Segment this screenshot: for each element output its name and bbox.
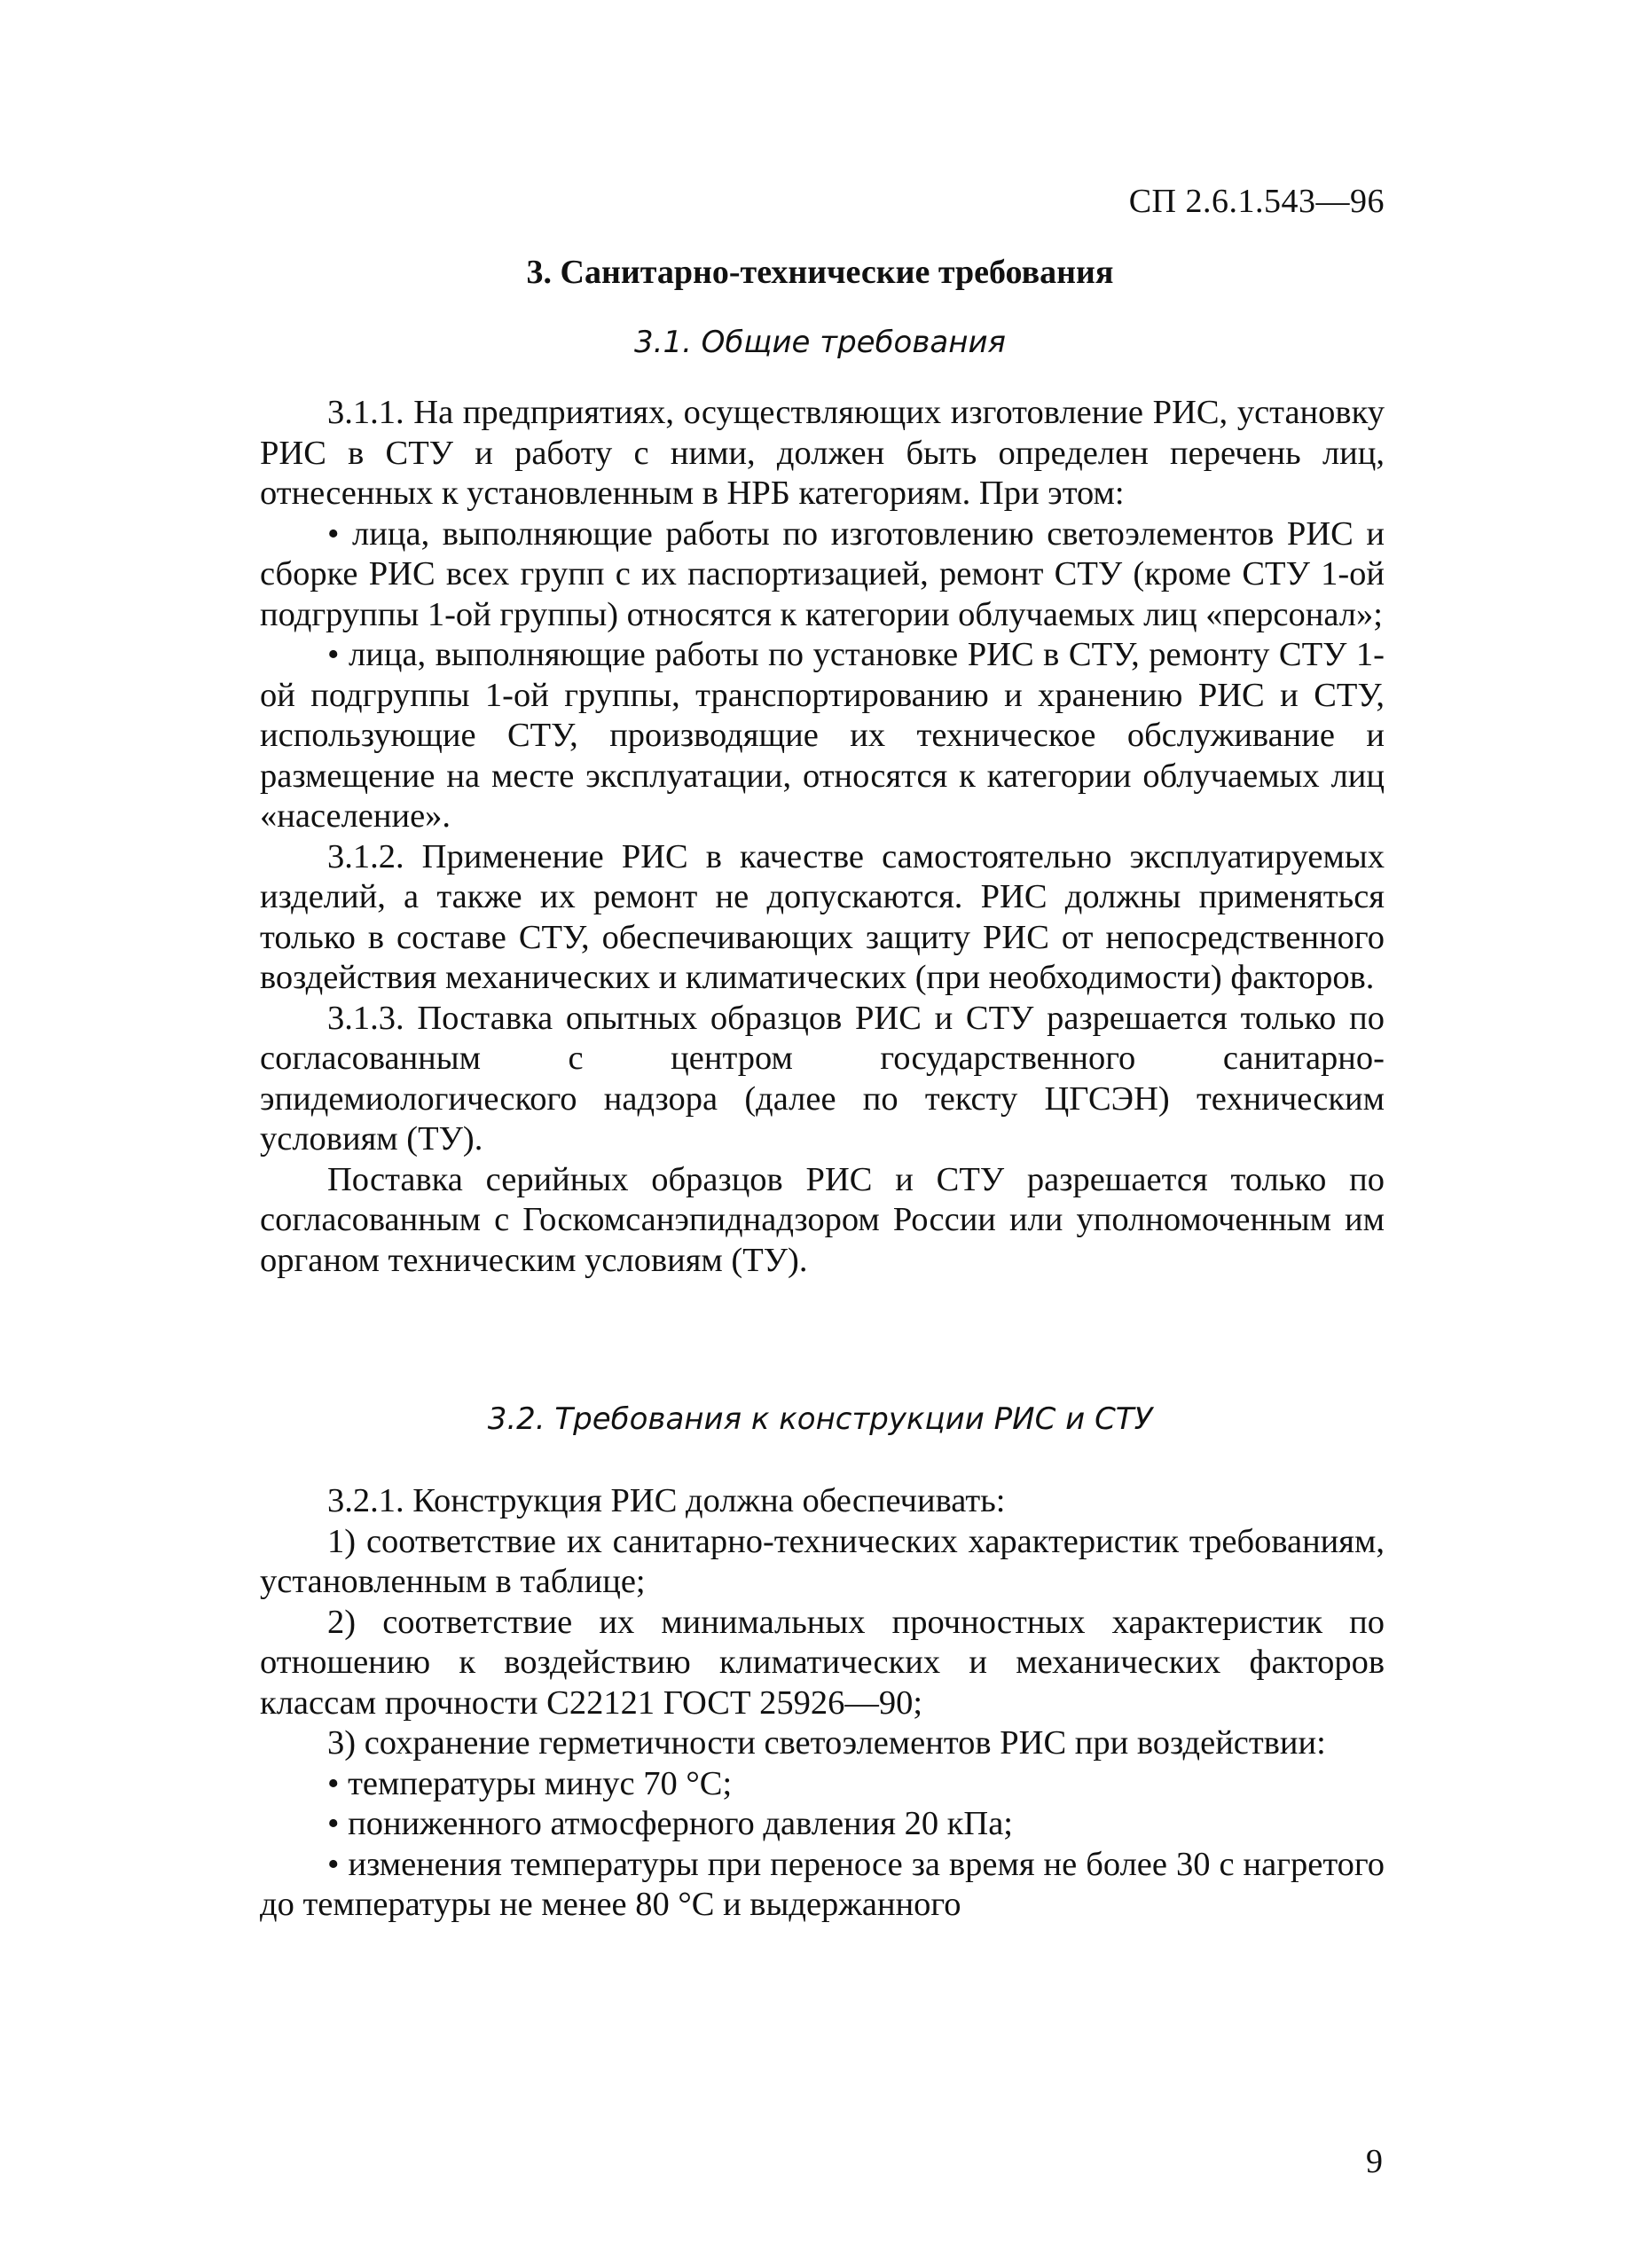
bullet-population: • лица, выполняющие работы по установке РИС в СТУ, ремонту СТУ 1-ой подгруппы 1-ой группы, транспортированию и хранению РИС и СТУ, использующие СТУ, производящие их техническое обслуживание и размещение на месте эксплуатации, относятся к категории облучаемых лиц «население». (260, 636, 1385, 835)
bullet-temperature-change: • изменения температуры при переносе за время не более 30 с нагретого до температуры не менее 80 °С и выдержанного (260, 1845, 1385, 1923)
paragraph-3-1-1: 3.1.1. На предприятиях, осуществляющих изготовление РИС, установку РИС в СТУ и работу с ними, должен быть определен перечень лиц, отнесенных к установленным в НРБ категориям. При этом: (260, 394, 1385, 512)
bullet-temperature: • температуры минус 70 °С; (327, 1764, 733, 1802)
bullet-personnel: • лица, выполняющие работы по изготовлению светоэлементов РИС и сборке РИС всех групп с их паспортизацией, ремонт СТУ (кроме СТУ 1-ой подгруппы 1-ой группы) относятся к категории облучаемых лиц «персонал»; (260, 514, 1385, 633)
paragraph-3-1-3: 3.1.3. Поставка опытных образцов РИС и СТУ разрешается только по согласованным с центром государственного санитарно-эпидемиологического надзора (далее по тексту ЦГСЭН) техническим условиям (ТУ). (260, 999, 1385, 1158)
construction-requirements-text (260, 1481, 1385, 1926)
subsection-title-construction: 3.2. Требования к конструкции РИС и СТУ (487, 1401, 1153, 1437)
page-number: 9 (1366, 2143, 1383, 2180)
paragraph-3-1-2: 3.1.2. Применение РИС в качестве самостоятельно эксплуатируемых изделий, а также их ремонт не допускаются. РИС должны применяться только в составе СТУ, обеспечивающих защиту РИС от непосредственного воздействия механических и климатических (при необходимости) факторов. (260, 837, 1385, 996)
subsection-title-general: 3.1. Общие требования (634, 325, 1006, 360)
list-item-3: 3) сохранение герметичности светоэлементов РИС при воздействии: (327, 1724, 1326, 1762)
general-requirements-text (260, 393, 1385, 1281)
bullet-pressure: • пониженного атмосферного давления 20 кПа; (327, 1805, 1014, 1842)
section-title: 3. Санитарно-технические требования (526, 254, 1114, 291)
list-item-2: 2) соответствие их минимальных прочностных характеристик по отношению к воздействию климатических и механических факторов классам прочности С22121 ГОСТ 25926—90; (260, 1603, 1385, 1722)
list-item-1: 1) соответствие их санитарно-технических характеристик требованиям, установленным в таблице; (260, 1522, 1385, 1600)
paragraph-serial-supply: Поставка серийных образцов РИС и СТУ разрешается только по согласованным с Госкомсанэпиднадзором России или уполномоченным им органом техническим условиям (ТУ). (260, 1160, 1385, 1279)
document-code: СП 2.6.1.543—96 (1128, 183, 1385, 220)
paragraph-3-2-1: 3.2.1. Конструкция РИС должна обеспечивать: (327, 1482, 1006, 1519)
